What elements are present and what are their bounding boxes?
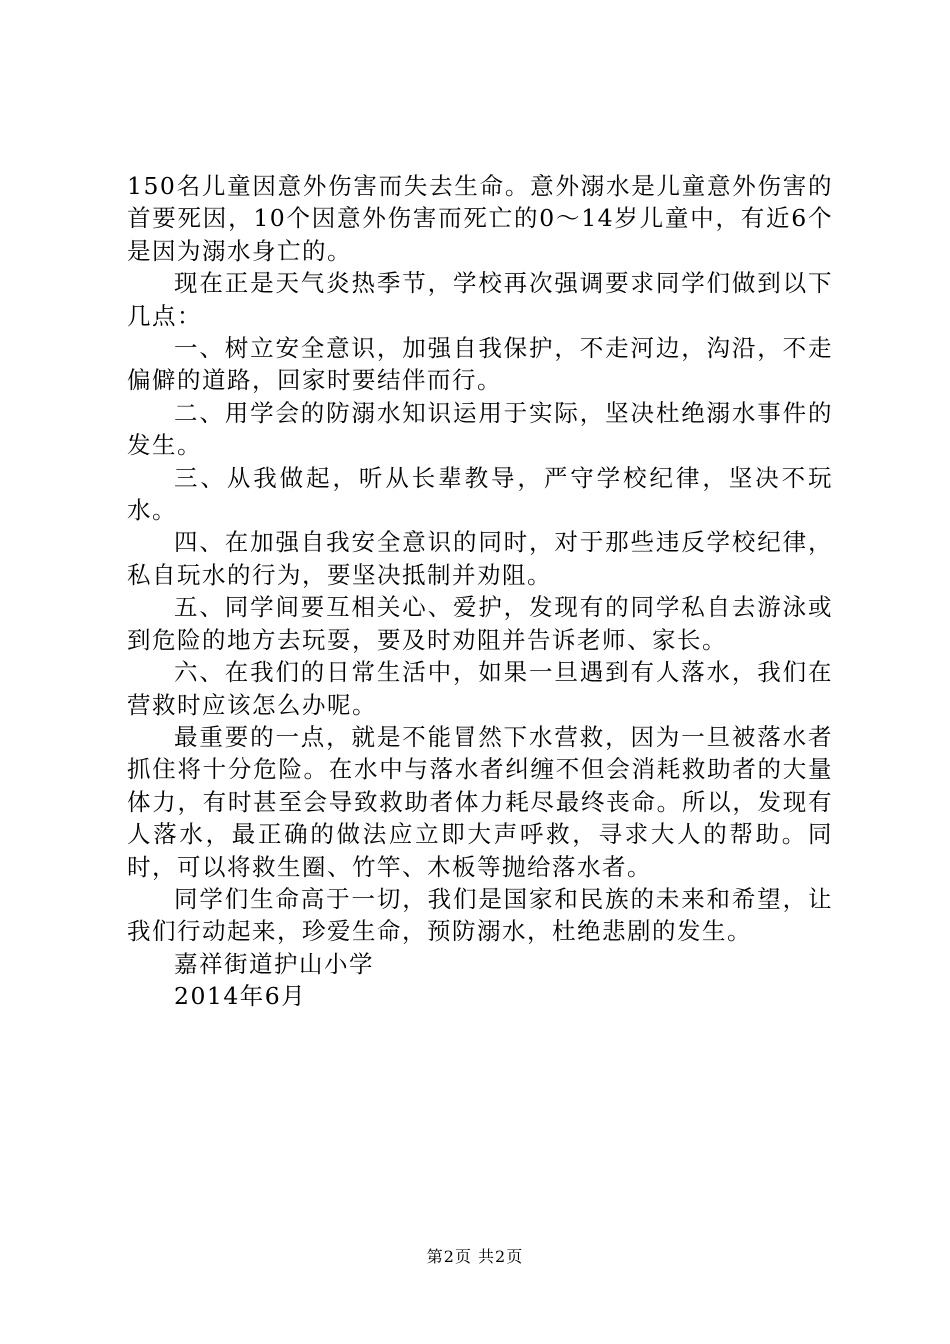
paragraph-point-3: 三、从我做起，听从长辈教导，严守学校纪律，坚决不玩水。 (127, 463, 833, 525)
signature: 嘉祥街道护山小学 (174, 949, 374, 978)
paragraph-closing: 同学们生命高于一切，我们是国家和民族的未来和希望，让我们行动起来，珍爱生命，预防溺水，杜绝悲剧的发生。 (127, 884, 833, 946)
paragraph-requirements: 现在正是天气炎热季节，学校再次强调要求同学们做到以下几点： (127, 269, 833, 330)
paragraph-point-4: 四、在加强自我安全意识的同时，对于那些违反学校纪律，私自玩水的行为，要坚决抵制并劝阻。 (127, 528, 833, 589)
paragraph-point-2: 二、用学会的防溺水知识运用于实际，坚决杜绝溺水事件的发生。 (127, 398, 833, 460)
paragraph-intro: 150名儿童因意外伤害而失去生命。意外溺水是儿童意外伤害的首要死因，10个因意外伤害而死亡的0～14岁儿童中，有近6个是因为溺水身亡的。 (127, 172, 833, 265)
paragraph-point-6: 六、在我们的日常生活中，如果一旦遇到有人落水，我们在营救时应该怎么办呢。 (127, 658, 833, 719)
paragraph-point-1: 一、树立安全意识，加强自我保护，不走河边，沟沿，不走偏僻的道路，回家时要结伴而行。 (127, 334, 833, 395)
page-number-footer: 第2页 共2页 (426, 1247, 524, 1266)
paragraph-point-5: 五、同学间要互相关心、爱护，发现有的同学私自去游泳或到危险的地方去玩耍，要及时劝阻并告诉老师、家长。 (127, 593, 833, 654)
document-date: 2014年6月 (174, 982, 307, 1011)
paragraph-rescue-advice: 最重要的一点，就是不能冒然下水营救，因为一旦被落水者抓住将十分危险。在水中与落水者纠缠不但会消耗救助者的大量体力，有时甚至会导致救助者体力耗尽最终丧命。所以，发现有人落水，最正确的做法应立即大声呼救，寻求大人的帮助。同时，可以将救生圈、竹竿、木板等抛给落水者。 (127, 722, 833, 881)
document-body (127, 170, 833, 1013)
